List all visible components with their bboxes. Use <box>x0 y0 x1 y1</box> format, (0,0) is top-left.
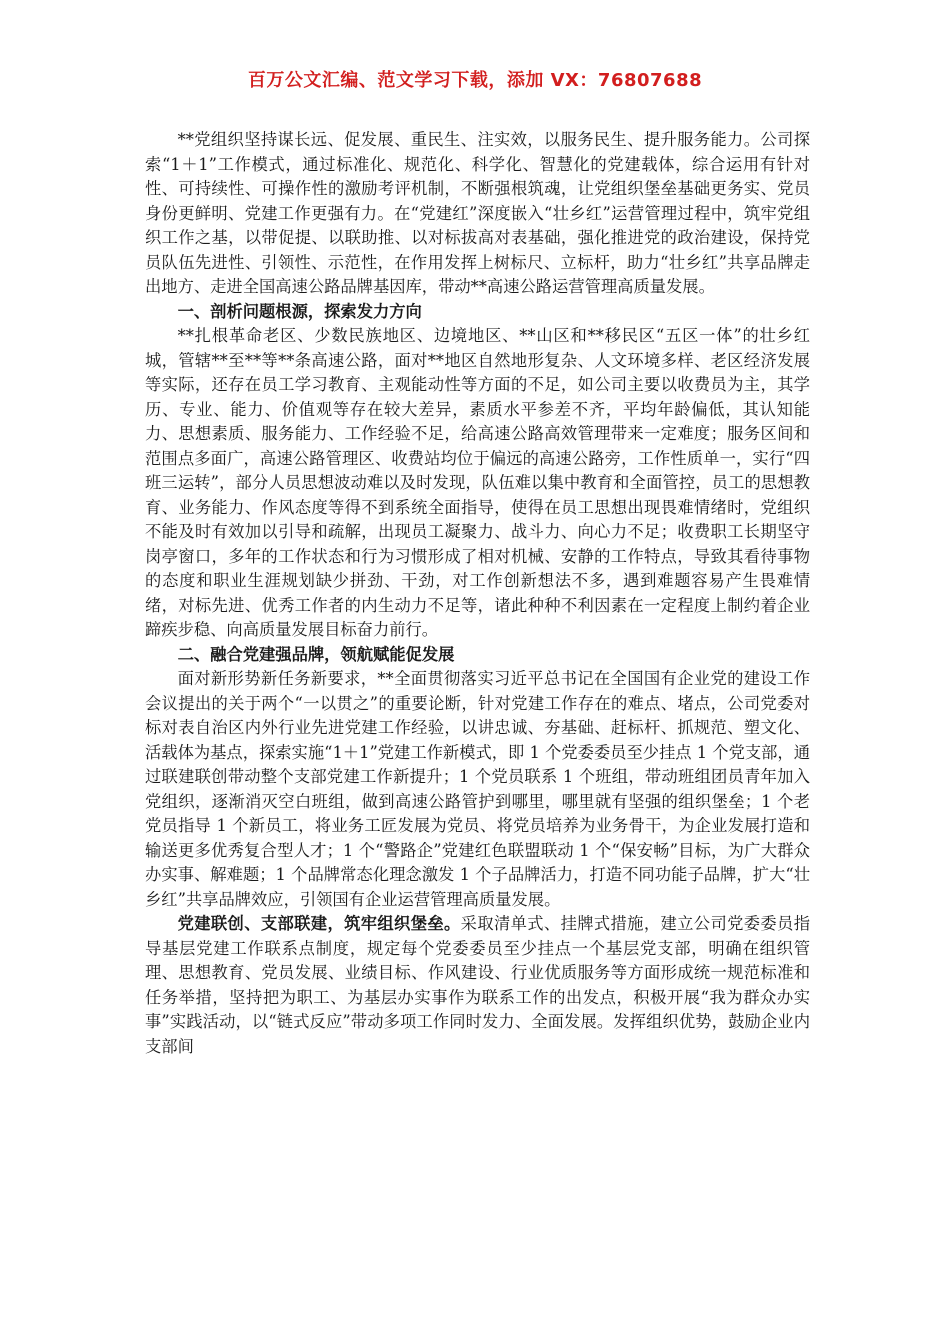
section-2-paragraph: 面对新形势新任务新要求，**全面贯彻落实习近平总书记在全国国有企业党的建设工作会议提出的关于两个“一以贯之”的重要论断，针对党建工作存在的难点、堵点，公司党委对标对表自治区内外行业先进党建工作经验，以讲忠诚、夯基础、赶标杆、抓规范、塑文化、活载体为基点，探索实施“1＋1”党建工作新模式，即 1 个党委委员至少挂点 1 个党支部，通过联建联创带动整个支部党建工作新提升；1 个党员联系 1 个班组，带动班组团员青年加入党组织，逐渐消灭空白班组，做到高速公路管护到哪里，哪里就有坚强的组织堡垒；1 个老党员指导 1 个新员工，将业务工匠发展为党员、将党员培养为业务骨干，为企业发展打造和输送更多优秀复合型人才；1 个“警路企”党建红色联盟联动 1 个“保安畅”目标，为广大群众办实事、解难题；1 个品牌常态化理念激发 1 个子品牌活力，打造不同功能子品牌，扩大“壮乡红”共享品牌效应，引领国有企业运营管理高质量发展。 <box>145 669 810 909</box>
subsection-paragraph <box>145 912 810 1059</box>
download-banner: 百万公文汇编、范文学习下载，添加 VX：76807688 <box>247 70 703 91</box>
section-2-heading: 二、融合党建强品牌，领航赋能促发展 <box>177 644 455 664</box>
intro-paragraph: **党组织坚持谋长远、促发展、重民生、注实效，以服务民生、提升服务能力。公司探索“1＋1”工作模式，通过标准化、规范化、科学化、智慧化的党建载体，综合运用有针对性、可持续性、可操作性的激励考评机制，不断强根筑魂，让党组织堡垒基础更务实、党员身份更鲜明、党建工作更强有力。在“党建红”深度嵌入“壮乡红”运营管理过程中，筑牢党组织工作之基，以带促提、以联助推、以对标拔高对表基础，强化推进党的政治建设，保持党员队伍先进性、引领性、示范性，在作用发挥上树标尺、立标杆，助力“壮乡红”共享品牌走出地方、走进全国高速公路品牌基因库，带动**高速公路运营管理高质量发展。 <box>145 130 810 296</box>
section-1-heading: 一、剖析问题根源，探索发力方向 <box>177 301 422 321</box>
article-body <box>145 128 810 1059</box>
subsection-lead: 党建联创、支部联建，筑牢组织堡垒。 <box>177 914 461 933</box>
subsection-text: 采取清单式、挂牌式措施，建立公司党委委员指导基层党建工作联系点制度，规定每个党委委员至少挂点一个基层党支部，明确在组织管理、思想教育、党员发展、业绩目标、作风建设、行业优质服务等方面形成统一规范标准和任务举措，坚持把为职工、为基层办实事作为联系工作的出发点，积极开展“我为群众办实事”实践活动，以“链式反应”带动多项工作同时发力、全面发展。发挥组织优势，鼓励企业内支部间 <box>145 914 810 1056</box>
section-1-paragraph: **扎根革命老区、少数民族地区、边境地区、**山区和**移民区“五区一体”的壮乡红城，管辖**至**等**条高速公路，面对**地区自然地形复杂、人文环境多样、老区经济发展等实际，还存在员工学习教育、主观能动性等方面的不足，如公司主要以收费员为主，其学历、专业、能力、价值观等存在较大差异，素质水平参差不齐，平均年龄偏低，其认知能力、思想素质、服务能力、工作经验不足，给高速公路高效管理带来一定难度；服务区间和范围点多面广，高速公路管理区、收费站均位于偏远的高速公路旁，工作性质单一，实行“四班三运转”，部分人员思想波动难以及时发现，队伍难以集中教育和全面管控，员工的思想教育、业务能力、作风态度等得不到系统全面指导，使得在员工思想出现畏难情绪时，党组织不能及时有效加以引导和疏解，出现员工凝聚力、战斗力、向心力不足；收费职工长期坚守岗亭窗口，多年的工作状态和行为习惯形成了相对机械、安静的工作特点，导致其看待事物的态度和职业生涯规划缺少拼劲、干劲，对工作创新想法不多，遇到难题容易产生畏难情绪，对标先进、优秀工作者的内生动力不足等，诸此种种不利因素在一定程度上制约着企业蹄疾步稳、向高质量发展目标奋力前行。 <box>145 326 810 639</box>
